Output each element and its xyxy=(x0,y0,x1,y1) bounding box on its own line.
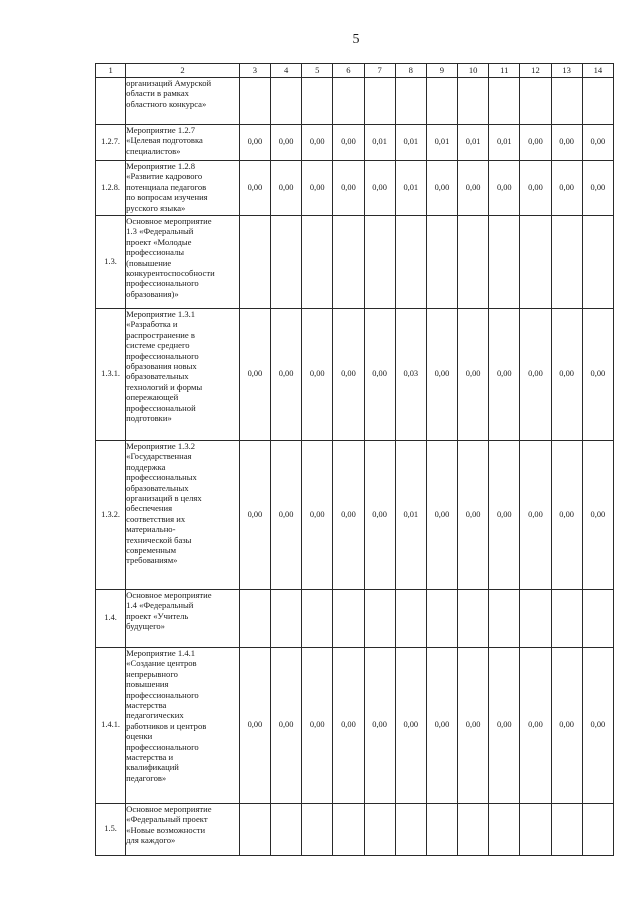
value-cell xyxy=(364,78,395,125)
table-row xyxy=(96,125,614,161)
value-cell xyxy=(395,590,426,648)
value-cell: 0,00 xyxy=(489,161,520,216)
value-cell: 0,00 xyxy=(239,161,270,216)
value-cell: 0,00 xyxy=(489,309,520,441)
value-cell xyxy=(551,216,582,309)
value-cell xyxy=(489,216,520,309)
value-cell xyxy=(426,216,457,309)
value-cell: 0,00 xyxy=(302,441,333,590)
header-row xyxy=(96,64,614,78)
column-header-9: 9 xyxy=(426,64,457,78)
value-cell: 0,00 xyxy=(395,648,426,804)
value-cell xyxy=(489,78,520,125)
value-cell: 0,00 xyxy=(239,441,270,590)
measure-name-line: образования новых xyxy=(126,361,197,372)
measure-name-line: (повышение xyxy=(126,257,172,268)
value-cell: 0,00 xyxy=(302,161,333,216)
value-cell: 0,00 xyxy=(271,125,302,161)
value-cell: 0,00 xyxy=(333,309,364,441)
column-header-2: 2 xyxy=(126,64,240,78)
value-cell: 0,00 xyxy=(426,441,457,590)
value-cell: 0,00 xyxy=(520,441,551,590)
measure-name-line: Мероприятие 1.2.7 xyxy=(126,125,196,135)
measure-name-line: требованиям» xyxy=(126,555,178,566)
measure-name xyxy=(126,78,240,125)
value-cell xyxy=(551,78,582,125)
measure-name-line: профессионального xyxy=(126,741,199,752)
measure-name-line: организаций Амурской xyxy=(126,78,212,88)
measure-name xyxy=(126,804,240,856)
row-number: 1.4.1. xyxy=(96,648,126,804)
measure-name-line: технической базы xyxy=(126,534,192,545)
value-cell xyxy=(458,590,489,648)
measure-name-line: педагогов» xyxy=(126,772,167,783)
value-cell xyxy=(333,78,364,125)
value-cell: 0,00 xyxy=(239,309,270,441)
value-cell xyxy=(551,804,582,856)
measure-name-line: Основное мероприятие xyxy=(126,804,212,814)
table-body xyxy=(96,78,614,856)
table-row xyxy=(96,441,614,590)
value-cell xyxy=(271,78,302,125)
column-header-6: 6 xyxy=(333,64,364,78)
value-cell: 0,00 xyxy=(426,648,457,804)
value-cell: 0,00 xyxy=(302,125,333,161)
value-cell: 0,01 xyxy=(426,125,457,161)
measure-name-line: мастерства и xyxy=(126,752,174,763)
measure-name-line: подготовки» xyxy=(126,413,172,424)
measure-name-line: профессиональных xyxy=(126,472,197,483)
value-cell: 0,00 xyxy=(302,648,333,804)
measure-name xyxy=(126,590,240,648)
value-cell xyxy=(302,590,333,648)
measure-name-line: опережающей xyxy=(126,392,179,403)
measure-name-line: проект «Молодые xyxy=(126,236,192,247)
value-cell: 0,01 xyxy=(489,125,520,161)
value-cell: 0,00 xyxy=(333,441,364,590)
value-cell xyxy=(520,216,551,309)
measure-name-line: распространение в xyxy=(126,329,195,340)
column-header-13: 13 xyxy=(551,64,582,78)
measure-name-line: Мероприятие 1.4.1 xyxy=(126,648,196,658)
value-cell xyxy=(364,216,395,309)
measure-name-line: оценки xyxy=(126,731,153,742)
table-row xyxy=(96,804,614,856)
measure-name xyxy=(126,216,240,309)
value-cell xyxy=(239,216,270,309)
value-cell: 0,00 xyxy=(520,161,551,216)
value-cell xyxy=(239,590,270,648)
value-cell xyxy=(333,804,364,856)
value-cell xyxy=(520,804,551,856)
measure-name-line: непрерывного xyxy=(126,668,178,679)
value-cell: 0,00 xyxy=(551,648,582,804)
row-number: 1.2.7. xyxy=(96,125,126,161)
value-cell xyxy=(489,804,520,856)
measure-name-line: Основное мероприятие xyxy=(126,216,212,226)
value-cell: 0,01 xyxy=(395,441,426,590)
value-cell xyxy=(395,216,426,309)
measure-name-line: специалистов» xyxy=(126,145,181,156)
value-cell xyxy=(395,804,426,856)
value-cell: 0,00 xyxy=(520,648,551,804)
value-cell xyxy=(426,590,457,648)
measure-name-line: «Создание центров xyxy=(126,658,197,669)
value-cell: 0,00 xyxy=(271,441,302,590)
row-number: 1.3. xyxy=(96,216,126,309)
measure-name-line: работников и центров xyxy=(126,720,207,731)
measure-name-line: системе среднего xyxy=(126,340,190,351)
value-cell: 0,00 xyxy=(551,125,582,161)
value-cell xyxy=(458,78,489,125)
value-cell: 0,00 xyxy=(364,161,395,216)
value-cell: 0,00 xyxy=(582,441,613,590)
measure-name xyxy=(126,441,240,590)
row-number: 1.4. xyxy=(96,590,126,648)
measure-name-line: педагогических xyxy=(126,710,184,721)
column-header-10: 10 xyxy=(458,64,489,78)
value-cell: 0,00 xyxy=(333,161,364,216)
measure-name-line: организаций в целях xyxy=(126,493,202,504)
value-cell xyxy=(364,804,395,856)
column-header-14: 14 xyxy=(582,64,613,78)
value-cell: 0,00 xyxy=(271,161,302,216)
value-cell xyxy=(302,804,333,856)
column-header-4: 4 xyxy=(271,64,302,78)
measure-name-line: для каждого» xyxy=(126,835,176,846)
measure-name-line: современным xyxy=(126,545,177,556)
value-cell: 0,00 xyxy=(458,309,489,441)
value-cell xyxy=(333,216,364,309)
value-cell: 0,00 xyxy=(582,648,613,804)
table-row xyxy=(96,161,614,216)
value-cell: 0,00 xyxy=(426,309,457,441)
table-row xyxy=(96,78,614,125)
value-cell xyxy=(333,590,364,648)
value-cell: 0,01 xyxy=(395,161,426,216)
measure-name xyxy=(126,125,240,161)
measure-name-line: технологий и формы xyxy=(126,381,203,392)
measure-name-line: потенциала педагогов xyxy=(126,181,207,192)
row-number xyxy=(96,78,126,125)
measure-name-line: 1.3 «Федеральный xyxy=(126,226,194,237)
value-cell: 0,00 xyxy=(333,648,364,804)
value-cell: 0,00 xyxy=(551,441,582,590)
table-row xyxy=(96,648,614,804)
row-number: 1.5. xyxy=(96,804,126,856)
value-cell: 0,00 xyxy=(271,309,302,441)
measure-name-line: Основное мероприятие xyxy=(126,590,212,600)
table-row xyxy=(96,590,614,648)
measure-name-line: области в рамках xyxy=(126,88,189,99)
value-cell xyxy=(302,78,333,125)
value-cell xyxy=(582,590,613,648)
measure-name xyxy=(126,161,240,216)
row-number: 1.3.2. xyxy=(96,441,126,590)
measure-name-line: конкурентоспособности xyxy=(126,268,215,279)
column-header-8: 8 xyxy=(395,64,426,78)
table-row xyxy=(96,309,614,441)
measure-name-line: «Федеральный проект xyxy=(126,814,208,825)
row-number: 1.2.8. xyxy=(96,161,126,216)
value-cell xyxy=(271,216,302,309)
measure-name-line: профессионалы xyxy=(126,247,185,258)
measure-name-line: мастерства xyxy=(126,700,167,711)
value-cell xyxy=(520,590,551,648)
measure-name-line: «Целевая подготовка xyxy=(126,135,203,146)
column-header-11: 11 xyxy=(489,64,520,78)
measure-name-line: проект «Учитель xyxy=(126,610,189,621)
value-cell: 0,00 xyxy=(520,309,551,441)
column-header-5: 5 xyxy=(302,64,333,78)
value-cell: 0,00 xyxy=(582,125,613,161)
measure-name-line: будущего» xyxy=(126,621,165,632)
column-header-1: 1 xyxy=(96,64,126,78)
value-cell xyxy=(582,78,613,125)
row-number: 1.3.1. xyxy=(96,309,126,441)
value-cell: 0,01 xyxy=(364,125,395,161)
value-cell: 0,00 xyxy=(458,648,489,804)
measure-name-line: профессионального xyxy=(126,278,199,289)
measure-name-line: «Развитие кадрового xyxy=(126,171,203,182)
value-cell xyxy=(271,590,302,648)
measure-name-line: Мероприятие 1.3.2 xyxy=(126,441,196,451)
column-header-7: 7 xyxy=(364,64,395,78)
value-cell: 0,00 xyxy=(302,309,333,441)
column-header-12: 12 xyxy=(520,64,551,78)
value-cell: 0,03 xyxy=(395,309,426,441)
measure-name-line: повышения xyxy=(126,679,169,690)
measure-name-line: Мероприятие 1.3.1 xyxy=(126,309,196,319)
value-cell xyxy=(271,804,302,856)
value-cell xyxy=(364,590,395,648)
value-cell: 0,00 xyxy=(364,441,395,590)
value-cell xyxy=(426,804,457,856)
value-cell xyxy=(302,216,333,309)
value-cell: 0,00 xyxy=(239,648,270,804)
indicators-table xyxy=(95,63,614,856)
value-cell xyxy=(520,78,551,125)
measure-name-line: профессионального xyxy=(126,350,199,361)
value-cell: 0,00 xyxy=(333,125,364,161)
table-row xyxy=(96,216,614,309)
value-cell: 0,00 xyxy=(239,125,270,161)
measure-name-line: поддержка xyxy=(126,461,166,472)
value-cell: 0,00 xyxy=(551,161,582,216)
value-cell: 0,00 xyxy=(489,648,520,804)
measure-name-line: «Разработка и xyxy=(126,319,178,330)
value-cell: 0,00 xyxy=(458,161,489,216)
measure-name-line: «Государственная xyxy=(126,451,192,462)
value-cell: 0,00 xyxy=(582,161,613,216)
measure-name-line: обеспечения xyxy=(126,503,173,514)
measure-name-line: профессионального xyxy=(126,689,199,700)
measure-name-line: образования)» xyxy=(126,288,179,299)
value-cell: 0,00 xyxy=(582,309,613,441)
value-cell: 0,01 xyxy=(458,125,489,161)
value-cell xyxy=(458,216,489,309)
measure-name-line: образовательных xyxy=(126,371,189,382)
value-cell: 0,00 xyxy=(551,309,582,441)
measure-name-line: соответствия их xyxy=(126,513,186,524)
measure-name-line: «Новые возможности xyxy=(126,824,206,835)
value-cell xyxy=(582,804,613,856)
value-cell xyxy=(239,78,270,125)
value-cell xyxy=(395,78,426,125)
value-cell xyxy=(426,78,457,125)
value-cell: 0,00 xyxy=(271,648,302,804)
value-cell: 0,01 xyxy=(395,125,426,161)
measure-name xyxy=(126,309,240,441)
measure-name-line: русского языка» xyxy=(126,202,186,213)
page-number: 5 xyxy=(352,32,360,47)
value-cell xyxy=(458,804,489,856)
measure-name-line: областного конкурса» xyxy=(126,98,207,109)
value-cell xyxy=(239,804,270,856)
measure-name-line: 1.4 «Федеральный xyxy=(126,600,194,611)
column-header-3: 3 xyxy=(239,64,270,78)
value-cell: 0,00 xyxy=(458,441,489,590)
value-cell xyxy=(582,216,613,309)
value-cell: 0,00 xyxy=(426,161,457,216)
measure-name xyxy=(126,648,240,804)
measure-name-line: материально- xyxy=(126,524,176,535)
value-cell xyxy=(489,590,520,648)
measure-name-line: квалификаций xyxy=(126,762,179,773)
value-cell: 0,00 xyxy=(520,125,551,161)
value-cell: 0,00 xyxy=(364,309,395,441)
measure-name-line: по вопросам изучения xyxy=(126,192,208,203)
value-cell xyxy=(551,590,582,648)
value-cell: 0,00 xyxy=(364,648,395,804)
measure-name-line: профессиональной xyxy=(126,402,196,413)
measure-name-line: образовательных xyxy=(126,482,189,493)
measure-name-line: Мероприятие 1.2.8 xyxy=(126,161,196,171)
value-cell: 0,00 xyxy=(489,441,520,590)
